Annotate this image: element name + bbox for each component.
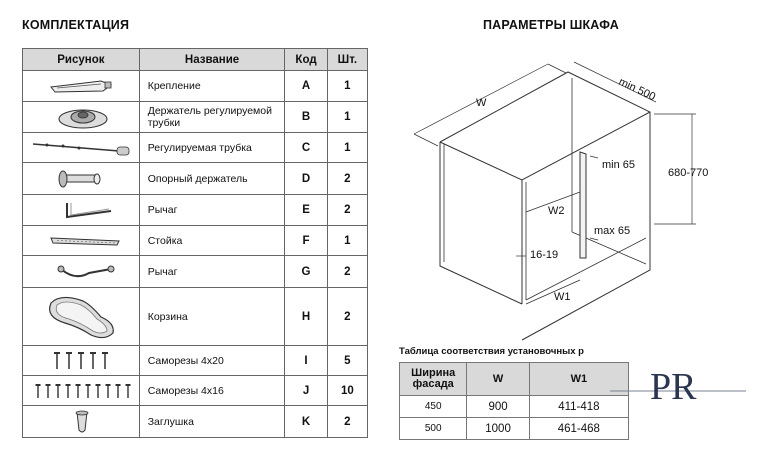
- part-code: D: [285, 163, 327, 195]
- header-qty: Шт.: [327, 49, 367, 71]
- table-row: [23, 406, 368, 438]
- label-w: W: [476, 97, 487, 109]
- part-qty: 2: [327, 256, 367, 288]
- table-row: [23, 102, 368, 133]
- part-a-icon: [23, 71, 140, 102]
- part-d-icon: [23, 163, 140, 195]
- w1-value: 461-468: [529, 418, 628, 440]
- header-picture: Рисунок: [23, 49, 140, 71]
- part-c-icon: [23, 133, 140, 163]
- correspondence-table: [399, 362, 629, 440]
- header-name: Название: [139, 49, 285, 71]
- part-name: Рычаг: [139, 195, 285, 226]
- kit-title: КОМПЛЕКТАЦИЯ: [22, 18, 130, 32]
- facade-value: 450: [400, 396, 467, 418]
- w1-value: 411-418: [529, 396, 628, 418]
- part-code: G: [285, 256, 327, 288]
- part-name: Крепление: [139, 71, 285, 102]
- part-name: Стойка: [139, 226, 285, 256]
- label-thickness: 16-19: [530, 249, 559, 261]
- screws-4x20-icon: [23, 346, 140, 376]
- table-row: [23, 288, 368, 346]
- part-code: I: [285, 346, 327, 376]
- part-f-icon: [23, 226, 140, 256]
- part-code: F: [285, 226, 327, 256]
- correspondence-table-title: Таблица соответствия установочных р: [399, 346, 584, 357]
- part-name: Опорный держатель: [139, 163, 285, 195]
- part-qty: 10: [327, 376, 367, 406]
- label-w2: W2: [548, 205, 565, 217]
- table-row: [400, 418, 629, 440]
- part-name: Саморезы 4x16: [139, 376, 285, 406]
- part-qty: 1: [327, 102, 367, 133]
- table-row: [23, 226, 368, 256]
- part-code: B: [285, 102, 327, 133]
- basket-icon: [23, 288, 140, 346]
- cabinet-diagram: [398, 42, 758, 332]
- part-qty: 2: [327, 195, 367, 226]
- part-qty: 2: [327, 288, 367, 346]
- table-row: [400, 396, 629, 418]
- part-qty: 2: [327, 406, 367, 438]
- part-qty: 1: [327, 226, 367, 256]
- part-qty: 1: [327, 133, 367, 163]
- logo-text: PR: [650, 366, 697, 408]
- part-code: A: [285, 71, 327, 102]
- table-row: [23, 133, 368, 163]
- kit-table: [22, 48, 368, 438]
- part-name: Заглушка: [139, 406, 285, 438]
- label-min-gap: min 65: [602, 159, 636, 171]
- part-code: E: [285, 195, 327, 226]
- header-facade-width: Ширина фасада: [400, 363, 467, 396]
- part-code: K: [285, 406, 327, 438]
- label-w1: W1: [554, 291, 571, 303]
- w-value: 900: [467, 396, 529, 418]
- part-name: Держатель регулируемой трубки: [139, 102, 285, 133]
- part-b-icon: [23, 102, 140, 133]
- w-value: 1000: [467, 418, 529, 440]
- facade-value: 500: [400, 418, 467, 440]
- brand-logo: [606, 355, 752, 415]
- part-name: Саморезы 4x20: [139, 346, 285, 376]
- table-row: [23, 346, 368, 376]
- kit-table-header: [23, 49, 368, 71]
- screws-4x16-icon: [23, 376, 140, 406]
- part-qty: 5: [327, 346, 367, 376]
- table-row: [23, 376, 368, 406]
- correspondence-table-wrapper: [399, 362, 600, 440]
- part-name: Корзина: [139, 288, 285, 346]
- label-height: 680-770: [668, 167, 709, 179]
- label-depth: min 500: [616, 75, 658, 104]
- part-code: H: [285, 288, 327, 346]
- cabinet-params-title: ПАРАМЕТРЫ ШКАФА: [483, 18, 620, 32]
- part-code: J: [285, 376, 327, 406]
- table-row: [23, 163, 368, 195]
- corr-table-header: [400, 363, 629, 396]
- part-code: C: [285, 133, 327, 163]
- table-row: [23, 256, 368, 288]
- part-e-icon: [23, 195, 140, 226]
- part-qty: 2: [327, 163, 367, 195]
- table-row: [23, 195, 368, 226]
- header-w: W: [467, 363, 529, 396]
- part-g-icon: [23, 256, 140, 288]
- part-name: Рычаг: [139, 256, 285, 288]
- label-max-gap: max 65: [594, 225, 631, 237]
- plug-icon: [23, 406, 140, 438]
- header-code: Код: [285, 49, 327, 71]
- table-row: [23, 71, 368, 102]
- part-qty: 1: [327, 71, 367, 102]
- part-name: Регулируемая трубка: [139, 133, 285, 163]
- header-w1: W1: [529, 363, 628, 396]
